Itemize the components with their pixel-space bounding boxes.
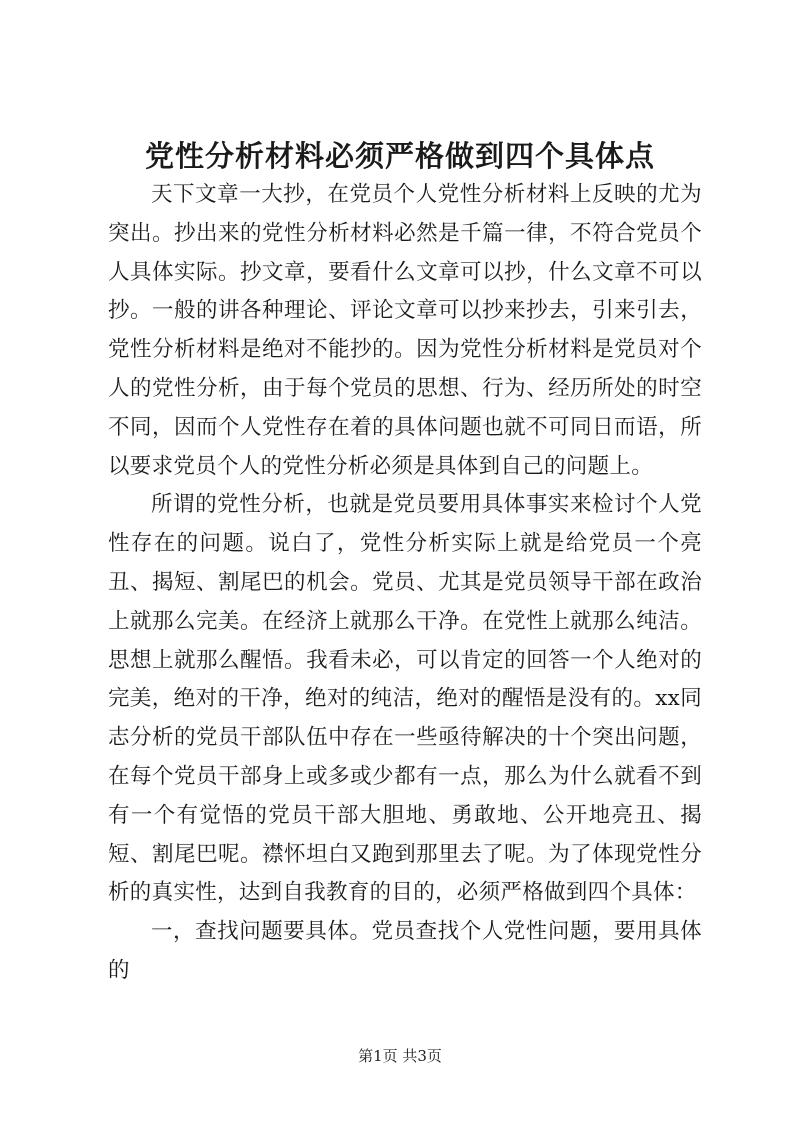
paragraph-1: 天下文章一大抄，在党员个人党性分析材料上反映的尤为突出。抄出来的党性分析材料必然是千篇一律，不符合党员个人具体实际。抄文章，要看什么文章可以抄，什么文章不可以抄。一般的讲各种理论、评论文章可以抄来抄去，引来引去，党性分析材料是绝对不能抄的。因为党性分析材料是党员对个人的党性分析，由于每个党员的思想、行为、经历所处的时空不同，因而个人党性存在着的具体问题也就不可同日而语，所以要求党员个人的党性分析必须是具体到自己的问题上。 — [108, 182, 702, 479]
paragraph-2: 所谓的党性分析，也就是党员要用具体事实来检讨个人党性存在的问题。说白了，党性分析实际上就是给党员一个亮丑、揭短、割尾巴的机会。党员、尤其是党员领导干部在政治上就那么完美。在经济上就那么干净。在党性上就那么纯洁。思想上就那么醒悟。我看未必，可以肯定的回答一个人绝对的完美，绝对的干净，绝对的纯洁，绝对的醒悟是没有的。xx同志分析的党员干部队伍中存在一些亟待解决的十个突出问题，在每个党员干部身上或多或少都有一点，那么为什么就看不到有一个有觉悟的党员干部大胆地、勇敢地、公开地亮丑、揭短、割尾巴呢。襟怀坦白又跑到那里去了呢。为了体现党性分析的真实性，达到自我教育的目的，必须严格做到四个具体： — [108, 492, 702, 906]
document-title: 党性分析材料必须严格做到四个具体点 — [144, 139, 655, 173]
page-number-footer: 第1页 共3页 — [358, 1047, 442, 1065]
paragraph-3: 一，查找问题要具体。党员查找个人党性问题，要用具体的 — [108, 919, 702, 983]
document-body — [108, 176, 702, 991]
